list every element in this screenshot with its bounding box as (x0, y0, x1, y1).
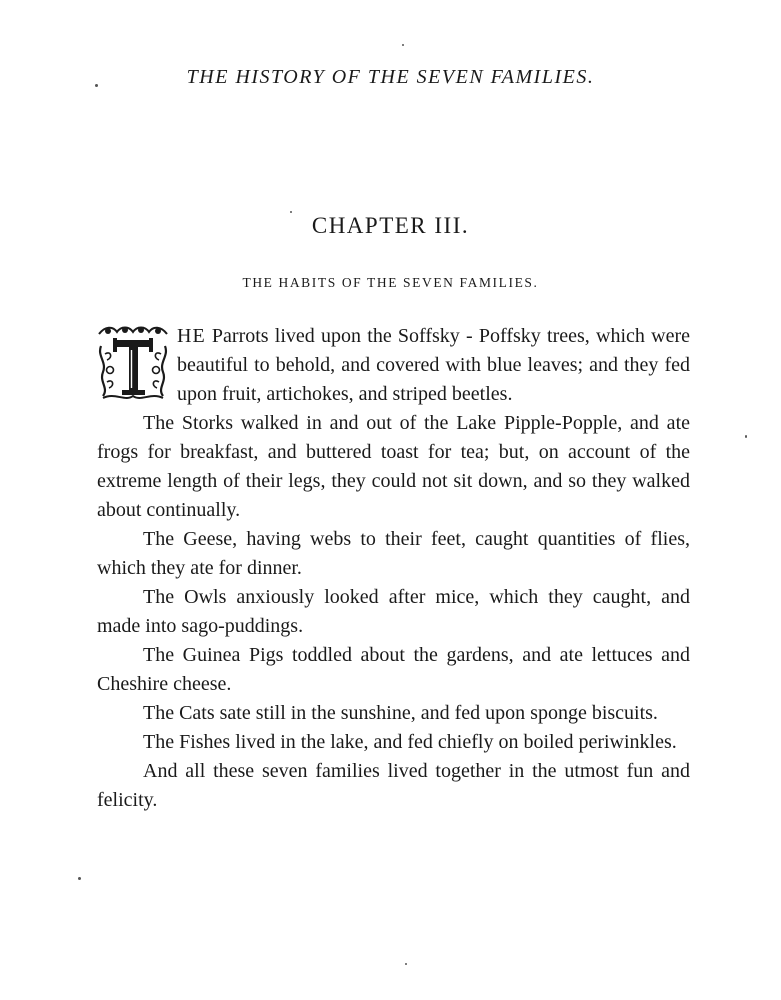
paragraph-fishes: The Fishes lived in the lake, and fed chiefly on boiled periwinkles. (143, 731, 677, 753)
paragraph-geese: The Geese, having webs to their feet, caught quantities of flies, which they ate for dinner. (97, 528, 690, 579)
scan-speck (290, 211, 292, 213)
chapter-subtitle: THE HABITS OF THE SEVEN FAMILIES. (242, 275, 539, 290)
scan-speck (402, 44, 404, 46)
scan-speck (78, 877, 81, 880)
paragraph-owls: The Owls anxiously looked after mice, which they caught, and made into sago-puddings. (97, 586, 690, 637)
paragraph-conclusion: And all these seven families lived together in the utmost fun and felicity. (97, 760, 690, 811)
scan-speck (745, 435, 747, 438)
chapter-title: CHAPTER III. (311, 213, 470, 238)
chapter-body (97, 322, 690, 815)
ornamental-drop-cap-icon (95, 324, 171, 402)
paragraph-parrots (97, 322, 690, 409)
paragraph-cats: The Cats sate still in the sunshine, and fed upon sponge biscuits. (143, 702, 658, 724)
running-head: THE HISTORY OF THE SEVEN FAMILIES. (186, 66, 595, 88)
paragraph-guinea-pigs: The Guinea Pigs toddled about the gardens, and ate lettuces and Cheshire cheese. (97, 644, 690, 695)
paragraph-storks: The Storks walked in and out of the Lake Pipple-Popple, and ate frogs for breakfast, and buttered toast for tea; but, on account of the extreme length of their legs, they could not sit down, and so they walked about continually. (97, 412, 690, 521)
scan-speck (95, 84, 98, 87)
first-word: HE (177, 325, 206, 347)
scan-speck (405, 963, 407, 965)
paragraph-text: Parrots lived upon the Soffsky - Poffsky trees, which were beautiful to behold, and covered with blue leaves; and they fed upon fruit, artichokes, and striped beetles. (177, 325, 690, 405)
